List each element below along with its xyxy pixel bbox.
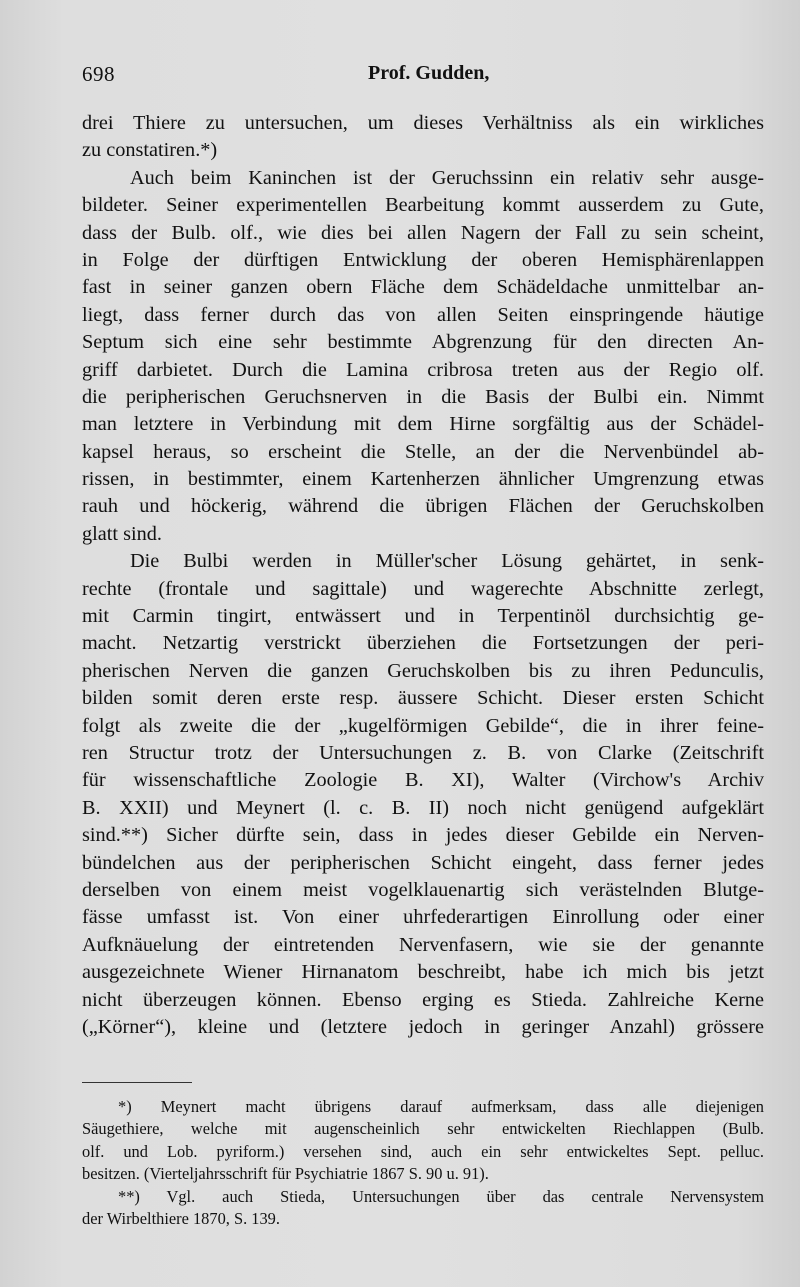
body-line: glatt sind. <box>82 522 162 545</box>
body-line: Auch beim Kaninchen ist der Geruchssinn ein relativ sehr ausge- <box>130 166 764 189</box>
body-line: bündelchen aus der peripherischen Schicht eingeht, dass ferner jedes <box>82 851 764 874</box>
body-line: pherischen Nerven die ganzen Geruchskolben bis zu ihren Pedunculis, <box>82 659 764 682</box>
body-line: in Folge der dürftigen Entwicklung der oberen Hemisphärenlappen <box>82 248 764 271</box>
body-line: derselben von einem meist vogelklauenartig sich verästelnden Blutge- <box>82 878 764 901</box>
body-line: („Körner“), kleine und (letztere jedoch in geringer Anzahl) grössere <box>82 1015 764 1038</box>
body-line: ausgezeichnete Wiener Hirnanatom beschreibt, habe ich mich bis jetzt <box>82 961 764 984</box>
running-head: Prof. Gudden, <box>368 62 490 84</box>
footnote-line: Säugethiere, welche mit augenscheinlich sehr entwickelten Riechlappen (Bulb. <box>82 1119 764 1139</box>
body-line: griff darbietet. Durch die Lamina cribrosa treten aus der Regio olf. <box>82 358 764 381</box>
body-line: die peripherischen Geruchsnerven in die Basis der Bulbi ein. Nimmt <box>82 385 764 408</box>
body-line: Septum sich eine sehr bestimmte Abgrenzung für den directen An- <box>82 331 764 354</box>
page-number: 698 <box>82 62 115 86</box>
body-line: ren Structur trotz der Untersuchungen z. B. von Clarke (Zeitschrift <box>82 741 764 764</box>
footnote-line: besitzen. (Vierteljahrsschrift für Psychiatrie 1867 S. 90 u. 91). <box>82 1164 489 1184</box>
footnote-line: **) Vgl. auch Stieda, Untersuchungen über das centrale Nervensystem <box>118 1186 764 1206</box>
body-line: rauh und höckerig, während die übrigen Flächen der Geruchskolben <box>82 495 764 518</box>
body-line: zu constatiren.*) <box>82 139 218 162</box>
body-line: Die Bulbi werden in Müller'scher Lösung gehärtet, in senk- <box>130 550 764 573</box>
footnote-line: olf. und Lob. pyriform.) versehen sind, auch ein sehr entwickeltes Sept. pelluc. <box>82 1141 764 1161</box>
body-line: bilden somit deren erste resp. äussere Schicht. Dieser ersten Schicht <box>82 687 764 710</box>
body-line: nicht überzeugen können. Ebenso erging es Stieda. Zahlreiche Kerne <box>82 988 764 1011</box>
body-line: für wissenschaftliche Zoologie B. XI), Walter (Virchow's Archiv <box>82 769 764 792</box>
body-line: macht. Netzartig verstrickt überziehen die Fortsetzungen der peri- <box>82 632 764 655</box>
body-line: dass der Bulb. olf., wie dies bei allen Nagern der Fall zu sein scheint, <box>82 221 764 244</box>
footnotes <box>82 1096 764 1230</box>
body-line: sind.**) Sicher dürfte sein, dass in jedes dieser Gebilde ein Nerven- <box>82 824 764 847</box>
body-text <box>82 110 764 1041</box>
body-line: Aufknäuelung der eintretenden Nervenfasern, wie sie der genannte <box>82 933 764 956</box>
body-line: folgt als zweite die der „kugelförmigen Gebilde“, die in ihrer feine- <box>82 714 764 737</box>
body-line: kapsel heraus, so erscheint die Stelle, an der die Nervenbündel ab- <box>82 440 764 463</box>
page-header <box>82 62 762 92</box>
body-line: rissen, in bestimmter, einem Kartenherzen ähnlicher Umgrenzung etwas <box>82 468 764 491</box>
footnote-line: *) Meynert macht übrigens darauf aufmerksam, dass alle diejenigen <box>118 1097 764 1116</box>
footnote-line: der Wirbelthiere 1870, S. 139. <box>82 1208 280 1228</box>
body-line: liegt, dass ferner durch das von allen Seiten einspringende häutige <box>82 303 764 326</box>
body-line: drei Thiere zu untersuchen, um dieses Verhältniss als ein wirkliches <box>82 112 764 134</box>
body-line: fässe umfasst ist. Von einer uhrfederartigen Einrollung oder einer <box>82 906 764 929</box>
body-line: B. XXII) und Meynert (l. c. B. II) noch nicht genügend aufgeklärt <box>82 796 764 819</box>
body-line: rechte (frontale und sagittale) und wagerechte Abschnitte zerlegt, <box>82 577 764 600</box>
body-line: fast in seiner ganzen obern Fläche dem Schädeldache unmittelbar an- <box>82 276 764 299</box>
body-line: man letztere in Verbindung mit dem Hirne sorgfältig aus der Schädel- <box>82 413 764 436</box>
footnote-rule <box>82 1082 192 1083</box>
body-line: mit Carmin tingirt, entwässert und in Terpentinöl durchsichtig ge- <box>82 605 764 628</box>
body-line: bildeter. Seiner experimentellen Bearbeitung kommt ausserdem zu Gute, <box>82 194 764 217</box>
